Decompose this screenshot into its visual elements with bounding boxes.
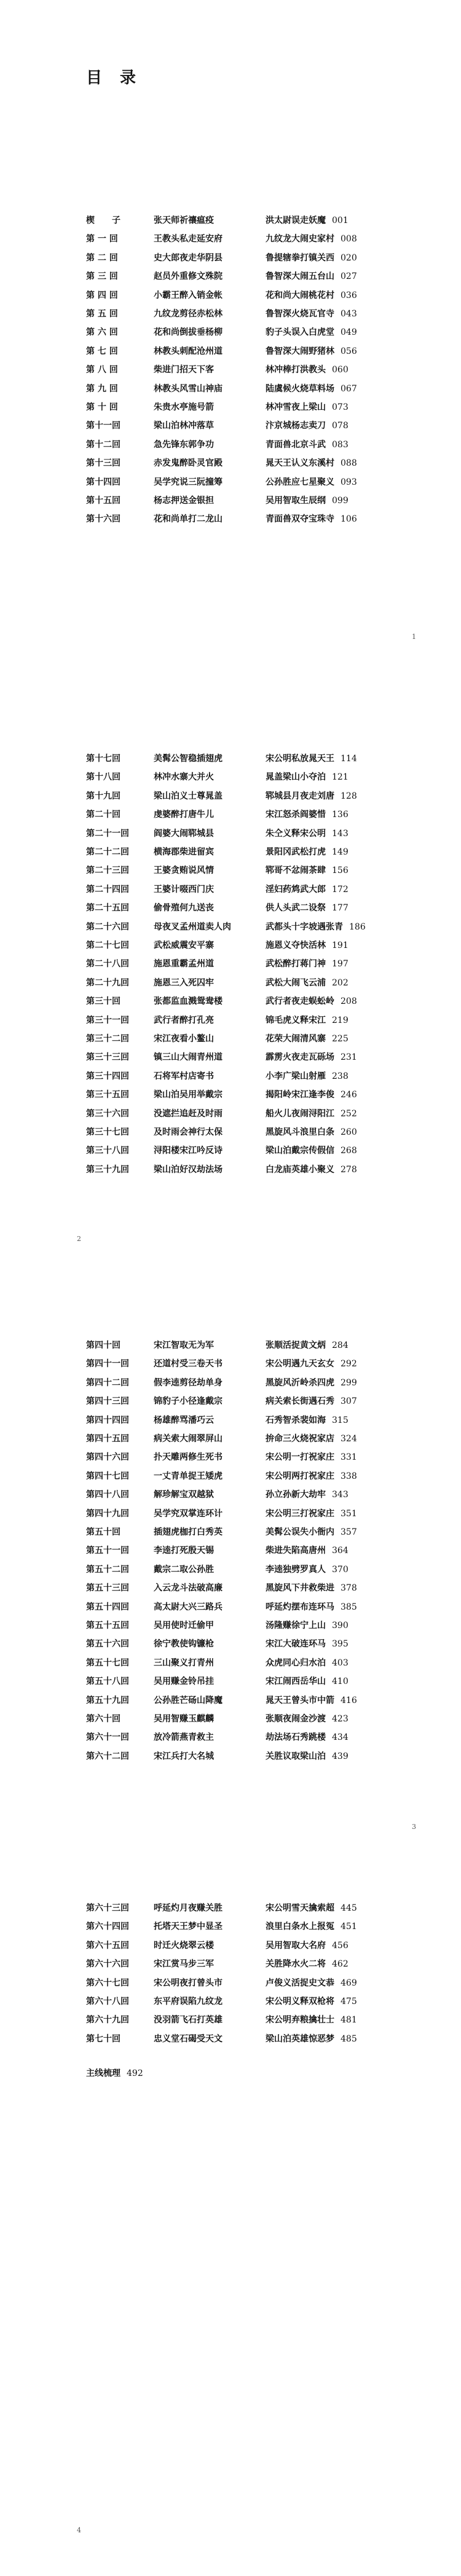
page-ref: 197 bbox=[332, 959, 349, 969]
page-ref: 324 bbox=[341, 1434, 357, 1444]
chapter-title-second: 施恩义夺快活林 191 bbox=[266, 941, 349, 950]
doc-title: 目 录 bbox=[86, 69, 143, 87]
chapter-number: 第十三回 bbox=[86, 458, 120, 469]
chapter-title-first: 东平府误陷九纹龙 bbox=[154, 1997, 223, 2006]
chapter-number: 第三十九回 bbox=[86, 1164, 129, 1175]
chapter-title-second: 林冲棒打洪教头 060 bbox=[266, 365, 349, 375]
chapter-title-second: 宋公明私放晁天王 114 bbox=[266, 754, 357, 764]
page-ref: 475 bbox=[341, 1997, 357, 2006]
chapter-number: 第三十四回 bbox=[86, 1071, 129, 1081]
page-ref: 036 bbox=[341, 290, 357, 300]
chapter-title-second: 张顺活捉黄文炳 284 bbox=[266, 1341, 349, 1350]
chapter-title-second: 黑旋风下井救柴进 378 bbox=[266, 1583, 357, 1594]
page-ref: 351 bbox=[341, 1508, 357, 1519]
page-ref: 225 bbox=[332, 1034, 349, 1044]
chapter-number: 第二十四回 bbox=[86, 884, 129, 895]
page-ref: 434 bbox=[332, 1732, 349, 1743]
chapter-title-second: 劫法场石秀跳楼 434 bbox=[266, 1732, 349, 1743]
chapter-title-second: 李逵独劈罗真人 370 bbox=[266, 1564, 349, 1575]
chapter-title-second: 青面兽双夺宝珠寺 106 bbox=[266, 514, 357, 525]
chapter-title-second: 九纹龙大闹史家村 008 bbox=[266, 234, 357, 245]
chapter-number: 第三十五回 bbox=[86, 1090, 129, 1100]
chapter-title-second: 汴京城杨志卖刀 078 bbox=[266, 421, 349, 431]
chapter-number: 第 一 回 bbox=[86, 234, 118, 245]
chapter-title-first: 没羽箭飞石打英雄 bbox=[154, 2015, 223, 2026]
chapter-number: 第四十四回 bbox=[86, 1415, 129, 1425]
page-ref: 078 bbox=[332, 421, 349, 431]
chapter-title-second: 柴进失陷高唐州 364 bbox=[266, 1546, 349, 1556]
chapter-number: 第五十九回 bbox=[86, 1695, 129, 1705]
chapter-title-second: 宋公明三打祝家庄 351 bbox=[266, 1508, 357, 1519]
chapter-title-second: 武松醉打蒋门神 197 bbox=[266, 959, 349, 969]
chapter-title-second: 吴用智取大名府 456 bbox=[266, 1940, 349, 1951]
chapter-title-first: 时迁火烧翠云楼 bbox=[154, 1940, 214, 1951]
chapter-number: 第二十回 bbox=[86, 810, 120, 820]
chapter-title-second: 鲁智深大闹野猪林 056 bbox=[266, 346, 357, 356]
chapter-title-first: 偷骨殖何九送丧 bbox=[154, 903, 214, 914]
chapter-title-first: 石将军村店寄书 bbox=[154, 1071, 214, 1081]
chapter-number: 第六十八回 bbox=[86, 1997, 129, 2006]
chapter-title-first: 阎婆大闹郓城县 bbox=[154, 828, 214, 839]
chapter-title-second: 鲁提辖拳打镇关西 020 bbox=[266, 253, 357, 263]
chapter-title-second: 宋公明弃粮擒壮士 481 bbox=[266, 2015, 357, 2026]
chapter-title-first: 朱贵水亭施号箭 bbox=[154, 402, 214, 412]
page-ref: 219 bbox=[332, 1015, 349, 1025]
page-ref: 403 bbox=[332, 1658, 349, 1668]
chapter-number: 第五十四回 bbox=[86, 1602, 129, 1612]
chapter-number: 第二十六回 bbox=[86, 922, 129, 932]
chapter-title-first: 呼延灼月夜赚关胜 bbox=[154, 1903, 223, 1913]
chapter-number: 第三十二回 bbox=[86, 1034, 129, 1044]
chapter-title-first: 戴宗二取公孙胜 bbox=[154, 1564, 214, 1575]
chapter-title-first: 梁山泊好汉劫法场 bbox=[154, 1164, 223, 1175]
chapter-title-first: 吴学究说三阮撞筹 bbox=[154, 477, 223, 487]
page-ref: 136 bbox=[332, 810, 349, 820]
chapter-number: 第十七回 bbox=[86, 754, 120, 764]
page-ref: 001 bbox=[332, 216, 349, 225]
page-number: 1 bbox=[412, 633, 416, 641]
page-ref: 439 bbox=[332, 1751, 349, 1761]
chapter-number: 第六十三回 bbox=[86, 1903, 129, 1913]
page-ref: 008 bbox=[341, 234, 357, 245]
chapter-title-first: 虔婆醉打唐牛儿 bbox=[154, 810, 214, 820]
chapter-number: 第五十八回 bbox=[86, 1677, 129, 1687]
page-number: 4 bbox=[77, 2526, 81, 2534]
chapter-title-first: 病关索大闹翠屏山 bbox=[154, 1434, 223, 1444]
chapter-title-first: 扑天雕两修生死书 bbox=[154, 1452, 223, 1463]
extra-label: 主线梳理 bbox=[86, 2069, 120, 2079]
page-ref: 073 bbox=[332, 402, 349, 412]
chapter-number: 楔 子 bbox=[86, 216, 120, 225]
chapter-number: 第六十六回 bbox=[86, 1959, 129, 1970]
chapter-number: 第六十五回 bbox=[86, 1940, 129, 1951]
chapter-title-second: 黑旋风斗浪里白条 260 bbox=[266, 1127, 357, 1137]
chapter-title-first: 插翅虎枷打白秀英 bbox=[154, 1527, 223, 1537]
chapter-title-first: 镇三山大闹青州道 bbox=[154, 1052, 223, 1063]
page-ref: 121 bbox=[332, 772, 349, 783]
chapter-number: 第 六 回 bbox=[86, 327, 118, 338]
page-ref: 186 bbox=[349, 922, 366, 932]
page-ref: 060 bbox=[332, 365, 349, 375]
chapter-title-second: 梁山泊戴宗传假信 268 bbox=[266, 1146, 357, 1156]
chapter-title-first: 横海郡柴进留宾 bbox=[154, 847, 214, 857]
page-ref: 067 bbox=[341, 383, 357, 394]
chapter-title-first: 王婆计啜西门庆 bbox=[154, 884, 214, 895]
page-ref: 357 bbox=[341, 1527, 357, 1537]
chapter-title-second: 郓城县月夜走刘唐 128 bbox=[266, 791, 357, 801]
chapter-title-first: 放冷箭燕青救主 bbox=[154, 1732, 214, 1743]
page-ref: 246 bbox=[341, 1090, 357, 1100]
chapter-title-first: 史大郎夜走华阴县 bbox=[154, 253, 223, 263]
chapter-number: 第十五回 bbox=[86, 496, 120, 506]
chapter-title-second: 宋江怒杀阎婆惜 136 bbox=[266, 810, 349, 820]
chapter-title-first: 高太尉大兴三路兵 bbox=[154, 1602, 223, 1612]
chapter-title-second: 宋公明义释双枪将 475 bbox=[266, 1997, 357, 2006]
chapter-number: 第六十一回 bbox=[86, 1732, 129, 1743]
page-ref: 385 bbox=[341, 1602, 357, 1612]
chapter-number: 第六十回 bbox=[86, 1714, 120, 1724]
page-ref: 093 bbox=[341, 477, 357, 487]
chapter-title-second: 孙立孙新大劫牢 343 bbox=[266, 1490, 349, 1500]
page-ref: 191 bbox=[332, 941, 349, 950]
chapter-number: 第十六回 bbox=[86, 514, 120, 525]
page-ref: 423 bbox=[332, 1714, 349, 1724]
chapter-title-first: 浔阳楼宋江吟反诗 bbox=[154, 1146, 223, 1156]
chapter-title-second: 宋公明雪天擒索超 445 bbox=[266, 1903, 357, 1913]
chapter-title-first: 解珍解宝双越狱 bbox=[154, 1490, 214, 1500]
page-ref: 056 bbox=[341, 346, 357, 356]
chapter-title-first: 公孙胜芒砀山降魔 bbox=[154, 1695, 223, 1705]
page-ref: 299 bbox=[341, 1377, 357, 1388]
chapter-title-second: 宋公明两打祝家庄 338 bbox=[266, 1471, 357, 1481]
page-ref: 331 bbox=[341, 1452, 357, 1463]
chapter-number: 第三十回 bbox=[86, 996, 120, 1007]
page-ref: 020 bbox=[341, 253, 357, 263]
chapter-number: 第七十回 bbox=[86, 2034, 120, 2044]
chapter-title-second: 卢俊义活捉史文恭 469 bbox=[266, 1978, 357, 1988]
chapter-number: 第二十七回 bbox=[86, 941, 129, 950]
chapter-title-first: 梁山泊吴用举戴宗 bbox=[154, 1090, 223, 1100]
chapter-title-first: 武松威震安平寨 bbox=[154, 941, 214, 950]
chapter-title-first: 花和尚倒拔垂杨柳 bbox=[154, 327, 223, 338]
chapter-title-first: 宋江智取无为军 bbox=[154, 1341, 214, 1350]
chapter-title-second: 关胜降水火二将 462 bbox=[266, 1959, 349, 1970]
page-ref: 378 bbox=[341, 1583, 357, 1594]
chapter-title-first: 施恩重霸孟州道 bbox=[154, 959, 214, 969]
chapter-title-second: 花和尚大闹桃花村 036 bbox=[266, 290, 357, 300]
chapter-title-first: 宋公明夜打曾头市 bbox=[154, 1978, 223, 1988]
chapter-number: 第四十八回 bbox=[86, 1490, 129, 1500]
chapter-title-second: 拚命三火烧祝家店 324 bbox=[266, 1434, 357, 1444]
chapter-number: 第四十五回 bbox=[86, 1434, 129, 1444]
page-ref: 149 bbox=[332, 847, 349, 857]
chapter-title-first: 杨雄醉骂潘巧云 bbox=[154, 1415, 214, 1425]
chapter-title-first: 没遮拦追赶及时雨 bbox=[154, 1108, 223, 1119]
chapter-number: 第四十六回 bbox=[86, 1452, 129, 1463]
chapter-title-first: 赤发鬼醉卧灵官殿 bbox=[154, 458, 223, 469]
chapter-title-second: 众虎同心归水泊 403 bbox=[266, 1658, 349, 1668]
chapter-title-first: 武行者醉打孔亮 bbox=[154, 1015, 214, 1025]
chapter-number: 第 五 回 bbox=[86, 309, 118, 319]
page-ref: 292 bbox=[341, 1359, 357, 1369]
page-ref: 027 bbox=[341, 272, 357, 282]
chapter-number: 第四十一回 bbox=[86, 1359, 129, 1369]
chapter-title-second: 武都头十字坡遇张青 186 bbox=[266, 922, 366, 932]
chapter-title-second: 病关索长街遇石秀 307 bbox=[266, 1396, 357, 1407]
chapter-title-first: 一丈青单捉王矮虎 bbox=[154, 1471, 223, 1481]
page-ref: 307 bbox=[341, 1396, 357, 1407]
chapter-number: 第十九回 bbox=[86, 791, 120, 801]
chapter-title-second: 张顺夜闹金沙渡 423 bbox=[266, 1714, 349, 1724]
chapter-title-second: 晁盖梁山小夺泊 121 bbox=[266, 772, 349, 783]
page-ref: 445 bbox=[341, 1903, 357, 1913]
chapter-title-second: 武松大闹飞云浦 202 bbox=[266, 977, 349, 988]
page-ref: 284 bbox=[332, 1341, 349, 1350]
chapter-title-first: 徐宁教使钩镰枪 bbox=[154, 1639, 214, 1650]
chapter-title-first: 吴用赚金铃吊挂 bbox=[154, 1677, 214, 1687]
page-ref: 364 bbox=[332, 1546, 349, 1556]
page-ref: 260 bbox=[341, 1127, 357, 1137]
chapter-title-first: 王教头私走延安府 bbox=[154, 234, 223, 245]
page-ref: 451 bbox=[341, 1922, 357, 1932]
chapter-title-first: 王婆贪贿说风情 bbox=[154, 866, 214, 876]
chapter-title-second: 船火儿夜闹浔阳江 252 bbox=[266, 1108, 357, 1119]
chapter-number: 第二十八回 bbox=[86, 959, 129, 969]
page-ref: 172 bbox=[332, 884, 349, 895]
page-ref: 177 bbox=[332, 903, 349, 914]
page-ref: 268 bbox=[341, 1146, 357, 1156]
chapter-number: 第二十九回 bbox=[86, 977, 129, 988]
chapter-title-first: 还道村受三卷天书 bbox=[154, 1359, 223, 1369]
chapter-title-second: 关胜议取梁山泊 439 bbox=[266, 1751, 349, 1761]
chapter-title-first: 林教头风雪山神庙 bbox=[154, 383, 223, 394]
chapter-title-second: 黑旋风沂岭杀四虎 299 bbox=[266, 1377, 357, 1388]
chapter-title-first: 小霸王醉入销金帐 bbox=[154, 290, 223, 300]
page-ref: 128 bbox=[341, 791, 357, 801]
chapter-number: 第四十七回 bbox=[86, 1471, 129, 1481]
chapter-title-second: 武行者夜走蜈蚣岭 208 bbox=[266, 996, 357, 1007]
chapter-title-second: 美髯公误失小衙内 357 bbox=[266, 1527, 357, 1537]
chapter-title-first: 赵员外重修文殊院 bbox=[154, 272, 223, 282]
page-number: 2 bbox=[77, 1235, 81, 1243]
chapter-title-second: 林冲雪夜上梁山 073 bbox=[266, 402, 349, 412]
chapter-title-first: 宋江兵打大名城 bbox=[154, 1751, 214, 1761]
chapter-title-second: 揭阳岭宋江逢李俊 246 bbox=[266, 1090, 357, 1100]
chapter-title-first: 急先锋东郭争功 bbox=[154, 439, 214, 450]
chapter-number: 第四十回 bbox=[86, 1341, 120, 1350]
chapter-title-second: 石秀智杀裴如海 315 bbox=[266, 1415, 349, 1425]
chapter-title-second: 白龙庙英雄小聚义 278 bbox=[266, 1164, 357, 1175]
chapter-number: 第 七 回 bbox=[86, 346, 118, 356]
chapter-title-second: 汤隆赚徐宁上山 390 bbox=[266, 1621, 349, 1631]
chapter-title-first: 母夜叉孟州道卖人肉 bbox=[154, 922, 231, 932]
chapter-title-second: 鲁智深火烧瓦官寺 043 bbox=[266, 309, 357, 319]
chapter-title-second: 淫妇药鸩武大郎 172 bbox=[266, 884, 349, 895]
page-ref: 390 bbox=[332, 1621, 349, 1631]
chapter-title-second: 宋公明一打祝家庄 331 bbox=[266, 1452, 357, 1463]
chapter-number: 第 九 回 bbox=[86, 383, 118, 394]
chapter-title-first: 李逵打死殷天锡 bbox=[154, 1546, 214, 1556]
page-ref: 208 bbox=[341, 996, 357, 1007]
chapter-title-first: 杨志押送金银担 bbox=[154, 496, 214, 506]
chapter-number: 第 二 回 bbox=[86, 253, 118, 263]
chapter-title-second: 吴用智取生辰纲 099 bbox=[266, 496, 349, 506]
chapter-title-second: 青面兽北京斗武 083 bbox=[266, 439, 349, 450]
chapter-title-second: 呼延灼摆布连环马 385 bbox=[266, 1602, 357, 1612]
chapter-number: 第五十六回 bbox=[86, 1639, 129, 1650]
chapter-title-first: 忠义堂石碣受天文 bbox=[154, 2034, 223, 2044]
page-ref: 043 bbox=[341, 309, 357, 319]
page-ref: 395 bbox=[332, 1639, 349, 1650]
chapter-title-second: 公孙胜应七星聚义 093 bbox=[266, 477, 357, 487]
chapter-number: 第四十九回 bbox=[86, 1508, 129, 1519]
chapter-title-first: 施恩三入死囚牢 bbox=[154, 977, 214, 988]
chapter-number: 第十二回 bbox=[86, 439, 120, 450]
chapter-title-first: 宋江赏马步三军 bbox=[154, 1959, 214, 1970]
chapter-number: 第三十三回 bbox=[86, 1052, 129, 1063]
page-ref: 252 bbox=[341, 1108, 357, 1119]
chapter-title-first: 吴用智赚玉麒麟 bbox=[154, 1714, 214, 1724]
chapter-title-first: 张都监血溅鸳鸯楼 bbox=[154, 996, 223, 1007]
chapter-title-second: 梁山泊英雄惊恶梦 485 bbox=[266, 2034, 357, 2044]
chapter-title-first: 梁山泊林冲落草 bbox=[154, 421, 214, 431]
page-ref: 343 bbox=[332, 1490, 349, 1500]
page-ref: 106 bbox=[341, 514, 357, 525]
toc-entry-extra bbox=[86, 2064, 143, 2083]
page-ref: 083 bbox=[332, 439, 349, 450]
chapter-title-second: 浪里白条水上报冤 451 bbox=[266, 1922, 357, 1932]
chapter-number: 第六十九回 bbox=[86, 2015, 129, 2026]
chapter-number: 第五十回 bbox=[86, 1527, 120, 1537]
chapter-title-first: 美髯公智稳插翅虎 bbox=[154, 754, 223, 764]
chapter-title-second: 小李广梁山射雁 238 bbox=[266, 1071, 349, 1081]
chapter-number: 第六十四回 bbox=[86, 1922, 129, 1932]
chapter-title-second: 锦毛虎义释宋江 219 bbox=[266, 1015, 349, 1025]
chapter-number: 第二十一回 bbox=[86, 828, 129, 839]
chapter-title-first: 梁山泊义士尊晁盖 bbox=[154, 791, 223, 801]
page-ref: 462 bbox=[332, 1959, 349, 1970]
chapter-number: 第三十一回 bbox=[86, 1015, 129, 1025]
page-ref: 338 bbox=[341, 1471, 357, 1481]
chapter-number: 第 三 回 bbox=[86, 272, 118, 282]
chapter-title-first: 九纹龙剪径赤松林 bbox=[154, 309, 223, 319]
page-ref: 202 bbox=[332, 977, 349, 988]
chapter-title-second: 陆虞候火烧草料场 067 bbox=[266, 383, 357, 394]
page-ref: 088 bbox=[341, 458, 357, 469]
chapter-title-second: 霹雳火夜走瓦砾场 231 bbox=[266, 1052, 357, 1063]
page-ref: 238 bbox=[332, 1071, 349, 1081]
page-ref: 492 bbox=[127, 2069, 143, 2079]
page-ref: 469 bbox=[341, 1978, 357, 1988]
chapter-number: 第四十二回 bbox=[86, 1377, 129, 1388]
chapter-number: 第四十三回 bbox=[86, 1396, 129, 1407]
chapter-title-second: 宋江大破连环马 395 bbox=[266, 1639, 349, 1650]
chapter-number: 第十八回 bbox=[86, 772, 120, 783]
chapter-title-second: 花荣大闹清风寨 225 bbox=[266, 1034, 349, 1044]
chapter-number: 第 四 回 bbox=[86, 290, 118, 300]
chapter-title-second: 宋江闹西岳华山 410 bbox=[266, 1677, 349, 1687]
chapter-title-first: 托塔天王梦中显圣 bbox=[154, 1922, 223, 1932]
page-ref: 481 bbox=[341, 2015, 357, 2026]
chapter-title-second: 豹子头误入白虎堂 049 bbox=[266, 327, 357, 338]
chapter-title-first: 柴进门招天下客 bbox=[154, 365, 214, 375]
chapter-number: 第十一回 bbox=[86, 421, 120, 431]
chapter-number: 第三十八回 bbox=[86, 1146, 129, 1156]
chapter-title-first: 宋江夜看小鳌山 bbox=[154, 1034, 214, 1044]
chapter-number: 第十四回 bbox=[86, 477, 120, 487]
page-ref: 114 bbox=[341, 754, 357, 764]
page-ref: 485 bbox=[341, 2034, 357, 2044]
page-ref: 370 bbox=[332, 1564, 349, 1575]
chapter-title-first: 入云龙斗法破高廉 bbox=[154, 1583, 223, 1594]
chapter-title-first: 三山聚义打青州 bbox=[154, 1658, 214, 1668]
chapter-title-second: 晁天王认义东溪村 088 bbox=[266, 458, 357, 469]
page-ref: 099 bbox=[332, 496, 349, 506]
page-ref: 315 bbox=[332, 1415, 349, 1425]
page-ref: 278 bbox=[341, 1164, 357, 1175]
chapter-title-first: 锦豹子小径逢戴宗 bbox=[154, 1396, 223, 1407]
chapter-number: 第二十三回 bbox=[86, 866, 129, 876]
chapter-title-first: 假李逵剪径劫单身 bbox=[154, 1377, 223, 1388]
chapter-number: 第 八 回 bbox=[86, 365, 118, 375]
chapter-title-first: 吴用使时迁偷甲 bbox=[154, 1621, 214, 1631]
page-ref: 156 bbox=[332, 866, 349, 876]
chapter-number: 第三十六回 bbox=[86, 1108, 129, 1119]
chapter-title-second: 景阳冈武松打虎 149 bbox=[266, 847, 349, 857]
chapter-title-first: 花和尚单打二龙山 bbox=[154, 514, 223, 525]
chapter-title-second: 洪太尉误走妖魔 001 bbox=[266, 216, 349, 225]
page-number: 3 bbox=[412, 1823, 416, 1831]
chapter-number: 第二十二回 bbox=[86, 847, 129, 857]
chapter-title-second: 鲁智深大闹五台山 027 bbox=[266, 272, 357, 282]
chapter-title-second: 供人头武二设祭 177 bbox=[266, 903, 349, 914]
chapter-title-second: 宋公明遇九天玄女 292 bbox=[266, 1359, 357, 1369]
page-ref: 410 bbox=[332, 1677, 349, 1687]
chapter-number: 第六十二回 bbox=[86, 1751, 129, 1761]
chapter-number: 第六十七回 bbox=[86, 1978, 129, 1988]
chapter-number: 第五十三回 bbox=[86, 1583, 129, 1594]
chapter-number: 第三十七回 bbox=[86, 1127, 129, 1137]
chapter-number: 第五十二回 bbox=[86, 1564, 129, 1575]
chapter-number: 第五十五回 bbox=[86, 1621, 129, 1631]
chapter-title-first: 张天师祈禳瘟疫 bbox=[154, 216, 214, 225]
chapter-title-second: 郓哥不忿闹茶肆 156 bbox=[266, 866, 349, 876]
chapter-number: 第五十七回 bbox=[86, 1658, 129, 1668]
page-ref: 049 bbox=[341, 327, 357, 338]
page-ref: 416 bbox=[341, 1695, 357, 1705]
chapter-title-first: 吴学究双掌连环计 bbox=[154, 1508, 223, 1519]
chapter-title-first: 及时雨会神行太保 bbox=[154, 1127, 223, 1137]
chapter-number: 第 十 回 bbox=[86, 402, 118, 412]
chapter-title-second: 晁天王曾头市中箭 416 bbox=[266, 1695, 357, 1705]
page-ref: 231 bbox=[341, 1052, 357, 1063]
page-ref: 456 bbox=[332, 1940, 349, 1951]
chapter-title-second: 朱仝义释宋公明 143 bbox=[266, 828, 349, 839]
chapter-title-first: 林教头刺配沧州道 bbox=[154, 346, 223, 356]
page-ref: 143 bbox=[332, 828, 349, 839]
chapter-number: 第二十五回 bbox=[86, 903, 129, 914]
chapter-number: 第五十一回 bbox=[86, 1546, 129, 1556]
chapter-title-first: 林冲水寨大并火 bbox=[154, 772, 214, 783]
